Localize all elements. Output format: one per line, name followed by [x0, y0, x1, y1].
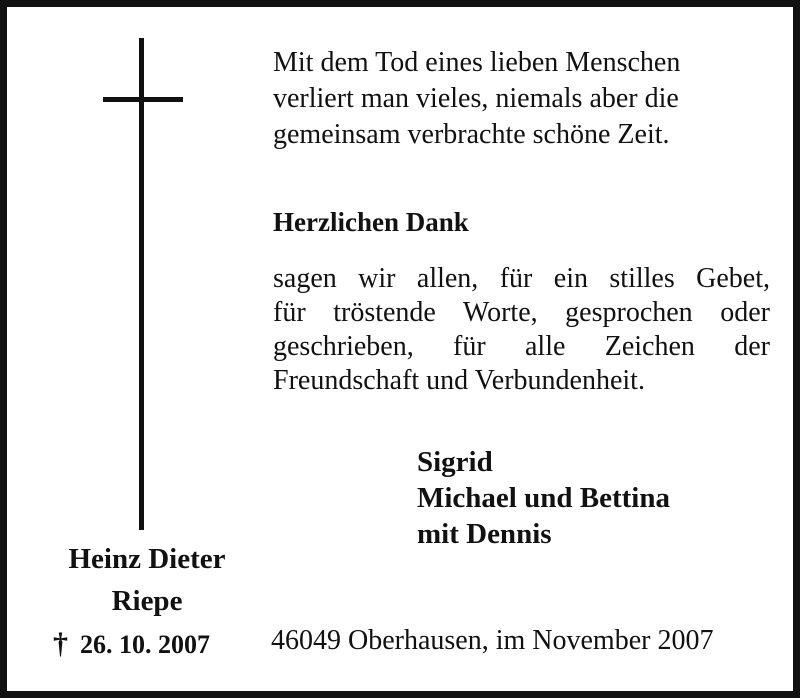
- deceased-name: [37, 538, 257, 622]
- signatory-line: Sigrid: [417, 446, 493, 478]
- death-date: 26. 10. 2007: [80, 630, 210, 659]
- thanks-line: geschrieben, für alle Zeichen der: [273, 331, 770, 362]
- deceased-name-line: Riepe: [111, 585, 183, 617]
- quote-line: gemeinsam verbrachte schöne Zeit.: [273, 119, 670, 150]
- quote-line: verliert man vieles, niemals aber die: [273, 83, 679, 114]
- thanks-text: [273, 262, 770, 398]
- thanks-heading: Herzlichen Dank: [273, 207, 469, 237]
- thanks-line: für tröstende Worte, gesprochen oder: [273, 297, 770, 328]
- cross-horizontal-beam: [103, 97, 183, 102]
- thanks-line: Freundschaft und Verbundenheit.: [273, 365, 645, 396]
- memorial-quote: [273, 45, 773, 153]
- death-date-line: [53, 627, 210, 662]
- cross-vertical-beam: [139, 38, 144, 530]
- signatories: [417, 444, 670, 552]
- signatory-line: mit Dennis: [417, 518, 552, 550]
- quote-line: Mit dem Tod eines lieben Menschen: [273, 47, 681, 78]
- deceased-name-line: Heinz Dieter: [68, 543, 226, 575]
- signatory-line: Michael und Bettina: [417, 482, 670, 514]
- thanks-line: sagen wir allen, für ein stilles Gebet,: [273, 263, 770, 294]
- dagger-icon: †: [53, 627, 68, 660]
- place-and-date: 46049 Oberhausen, im November 2007: [271, 625, 714, 656]
